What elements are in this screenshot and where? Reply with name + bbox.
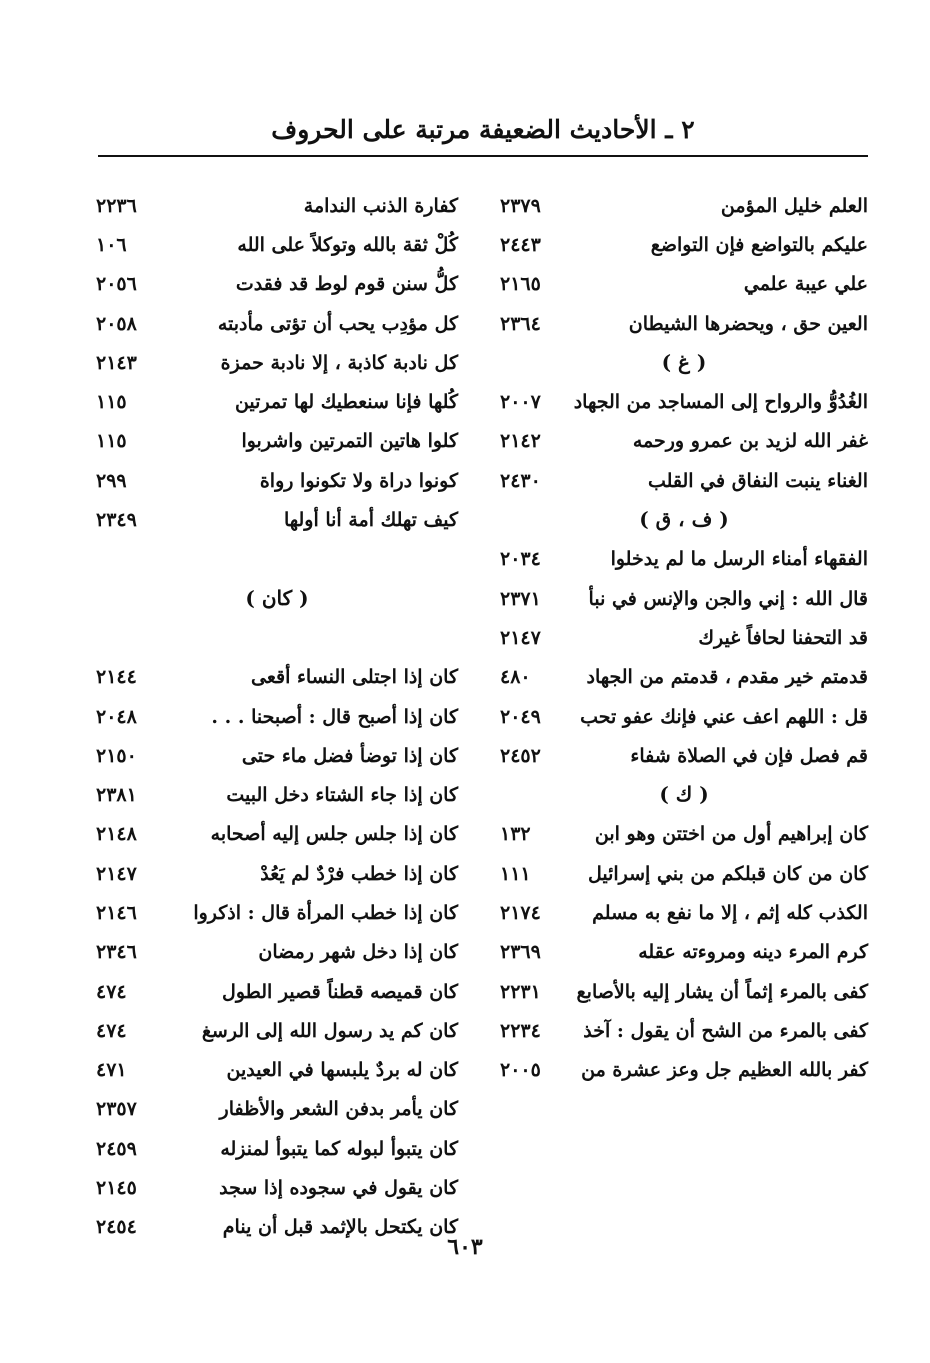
index-entry bbox=[96, 893, 458, 932]
entry-number: ٢٣٨١ bbox=[96, 784, 137, 807]
index-entry bbox=[96, 815, 458, 854]
entry-number: ٢٠٥٦ bbox=[96, 273, 137, 296]
entry-text: كل نادبة كاذبة ، إلا نادبة حمزة bbox=[220, 351, 458, 374]
entry-text: كان إذا دخل شهر رمضان bbox=[258, 941, 458, 964]
entry-text: كان يكتحل بالإثمد قبل أن ينام bbox=[222, 1216, 458, 1239]
entry-text: علي عيبة علمي bbox=[743, 273, 868, 296]
spacer bbox=[96, 618, 458, 657]
entry-text: كان كم يد رسول الله إلى الرسغ bbox=[201, 1019, 458, 1042]
entry-number: ٤٧١ bbox=[96, 1059, 127, 1082]
index-entry bbox=[500, 893, 868, 932]
index-entry bbox=[500, 697, 868, 736]
entry-text: غفر الله لزيد بن عمرو ورحمه bbox=[632, 430, 868, 453]
index-entry bbox=[96, 186, 458, 225]
index-entry bbox=[500, 422, 868, 461]
entry-number: ٢٠٤٩ bbox=[500, 705, 541, 728]
entry-text: كان يقول في سجوده إذا سجد bbox=[219, 1177, 458, 1200]
index-entry bbox=[500, 540, 868, 579]
entry-number: ٢٣٦٩ bbox=[500, 941, 541, 964]
index-entry bbox=[500, 382, 868, 421]
index-entry bbox=[96, 658, 458, 697]
entry-text: كيف تهلك أمة أنا أولها bbox=[283, 509, 458, 532]
entry-text: قدمتم خير مقدم ، قدمتم من الجهاد bbox=[586, 666, 868, 689]
index-entry bbox=[500, 1011, 868, 1050]
entry-text: كان إذا خطب المرأة قال : اذكروا bbox=[193, 901, 458, 924]
index-entry bbox=[96, 343, 458, 382]
index-entry bbox=[96, 854, 458, 893]
index-entry bbox=[96, 461, 458, 500]
entry-text: قال الله : إني والجن والإنس في نبأ bbox=[588, 587, 868, 610]
entry-text: كُلها فإنا سنعطيك لها تمرتين bbox=[234, 391, 458, 414]
entry-number: ٢٣٦٤ bbox=[500, 312, 541, 335]
entry-number: ٢١٤٧ bbox=[96, 862, 137, 885]
entry-number: ٢٢٣١ bbox=[500, 980, 541, 1003]
index-entry bbox=[96, 933, 458, 972]
entry-number: ١١١ bbox=[500, 862, 531, 885]
entry-text: كان قميصه قطناً قصير الطول bbox=[222, 980, 458, 1003]
entry-text: كان يأمر بدفن الشعر والأظفار bbox=[219, 1098, 458, 1121]
entry-text: كونوا دراة ولا تكونوا رواة bbox=[259, 469, 458, 492]
spacer bbox=[96, 540, 458, 579]
entry-text: كرم المرء دينه ومروءته عقله bbox=[638, 941, 868, 964]
entry-text: الغُدُوُّ والرواح إلى المساجد من الجهاد bbox=[573, 391, 868, 414]
entry-number: ٢٢٣٦ bbox=[96, 194, 137, 217]
entry-text: كان له بردٌ يلبسها في العيدين bbox=[226, 1059, 458, 1082]
entry-number: ٢٤٣٠ bbox=[500, 469, 541, 492]
index-entry bbox=[96, 225, 458, 264]
page-number: ٦٠٣ bbox=[447, 1234, 483, 1260]
entry-number: ٢١٤٥ bbox=[96, 1177, 137, 1200]
entry-number: ٢١٤٤ bbox=[96, 666, 137, 689]
entry-text: عليكم بالتواضع فإن التواضع bbox=[650, 233, 868, 256]
entry-number: ٢٠٠٧ bbox=[500, 391, 541, 414]
index-entry bbox=[96, 775, 458, 814]
entry-text: كان إذا خطب فرْدٌ لم يَعُدْ bbox=[260, 862, 458, 885]
entry-number: ٢١٦٥ bbox=[500, 273, 541, 296]
index-entry bbox=[500, 618, 868, 657]
entry-text: كان إبراهيم أول من اختتن وهو ابن bbox=[594, 823, 868, 846]
entry-number: ١٠٦ bbox=[96, 233, 127, 256]
index-entry bbox=[96, 1051, 458, 1090]
index-entry bbox=[96, 382, 458, 421]
entry-number: ٢٤٤٣ bbox=[500, 233, 541, 256]
index-entry bbox=[96, 1168, 458, 1207]
entry-number: ٢٢٣٤ bbox=[500, 1019, 541, 1042]
index-entry bbox=[500, 972, 868, 1011]
entry-text: كان إذا جاء الشتاء دخل البيت bbox=[226, 784, 458, 807]
entry-number: ٢١٤٢ bbox=[500, 430, 541, 453]
entry-number: ٢٣٤٩ bbox=[96, 509, 137, 532]
entry-text: كُلْ ثقة بالله وتوكلاً على الله bbox=[237, 233, 458, 256]
index-column-right bbox=[500, 186, 868, 1090]
entry-number: ٢١٤٦ bbox=[96, 901, 137, 924]
entry-text: العين حق ، ويحضرها الشيطان bbox=[628, 312, 868, 335]
index-entry bbox=[96, 422, 458, 461]
entry-text: الغناء ينبت النفاق في القلب bbox=[647, 469, 868, 492]
entry-number: ٤٧٤ bbox=[96, 980, 127, 1003]
entry-text: كفارة الذنب الندامة bbox=[303, 194, 458, 217]
index-entry bbox=[500, 225, 868, 264]
section-heading: ( كان ) bbox=[245, 585, 309, 610]
entry-number: ٢١٧٤ bbox=[500, 901, 541, 924]
index-entry bbox=[500, 1051, 868, 1090]
index-entry bbox=[500, 579, 868, 618]
entry-text: كان إذا اجتلى النساء أقعى bbox=[251, 666, 458, 689]
entry-number: ٢٣٧٩ bbox=[500, 194, 541, 217]
entry-number: ٢٤٥٤ bbox=[96, 1216, 137, 1239]
entry-text: كفى بالمرء إثماً أن يشار إليه بالأصابع bbox=[576, 980, 868, 1003]
index-entry bbox=[500, 933, 868, 972]
entry-number: ٢٣٧١ bbox=[500, 587, 541, 610]
entry-text: كلُّ سنن قوم لوط قد فقدت bbox=[235, 273, 458, 296]
entry-number: ٢٣٤٦ bbox=[96, 941, 137, 964]
entry-number: ٢٣٥٧ bbox=[96, 1098, 137, 1121]
index-entry bbox=[96, 304, 458, 343]
entry-number: ٢٤٥٢ bbox=[500, 744, 541, 767]
index-entry bbox=[96, 500, 458, 539]
entry-text: كان يتبوأ لبوله كما يتبوأ لمنزله bbox=[220, 1137, 458, 1160]
entry-number: ٢٠٠٥ bbox=[500, 1059, 541, 1082]
entry-number: ٢٠٣٤ bbox=[500, 548, 541, 571]
entry-number: ١١٥ bbox=[96, 391, 127, 414]
index-entry bbox=[96, 972, 458, 1011]
entry-text: كل مؤدِب يحب أن تؤتى مأدبته bbox=[217, 312, 458, 335]
index-entry bbox=[500, 461, 868, 500]
entry-text: كلوا هاتين التمرتين واشربوا bbox=[241, 430, 458, 453]
entry-text: كان من كان قبلكم من بني إسرائيل bbox=[587, 862, 868, 885]
index-column-left bbox=[96, 186, 458, 1247]
index-entry bbox=[500, 186, 868, 225]
section-heading: ( غ ) bbox=[661, 350, 707, 375]
entry-text: كان إذا توضأ فضل ماء حتى bbox=[241, 744, 458, 767]
index-entry bbox=[500, 658, 868, 697]
entry-number: ٢٩٩ bbox=[96, 469, 127, 492]
entry-number: ٢٤٥٩ bbox=[96, 1137, 137, 1160]
section-heading: ( ك ) bbox=[659, 782, 709, 807]
entry-text: العلم خليل المؤمن bbox=[720, 194, 868, 217]
index-entry bbox=[500, 854, 868, 893]
entry-text: كفى بالمرء من الشح أن يقول : آخذ bbox=[583, 1019, 868, 1042]
entry-number: ٢١٤٣ bbox=[96, 351, 137, 374]
entry-number: ١١٥ bbox=[96, 430, 127, 453]
entry-number: ٢١٤٧ bbox=[500, 626, 541, 649]
entry-text: كفر بالله العظيم جل وعز عشرة من bbox=[581, 1059, 868, 1082]
index-entry bbox=[500, 304, 868, 343]
index-entry bbox=[500, 265, 868, 304]
entry-text: كان إذا أصبح قال : أصبحنا . . . bbox=[211, 705, 458, 728]
header-rule bbox=[98, 155, 868, 157]
entry-text: الكذب كله إثم ، إلا ما نفع به مسلم bbox=[592, 901, 868, 924]
entry-number: ٢١٥٠ bbox=[96, 744, 137, 767]
index-entry bbox=[96, 1090, 458, 1129]
entry-number: ٢١٤٨ bbox=[96, 823, 137, 846]
entry-text: قل : اللهم اعف عني فإنك عفو تحب bbox=[580, 705, 868, 728]
entry-text: الفقهاء أمناء الرسل ما لم يدخلوا bbox=[610, 548, 868, 571]
index-entry bbox=[500, 736, 868, 775]
entry-text: قد التحفنا لحافاً غيرك bbox=[698, 626, 868, 649]
entry-number: ٢٠٤٨ bbox=[96, 705, 137, 728]
index-entry bbox=[500, 815, 868, 854]
running-header: ٢ ـ الأحاديث الضعيفة مرتبة على الحروف bbox=[271, 115, 695, 144]
index-entry bbox=[96, 265, 458, 304]
index-entry bbox=[96, 1011, 458, 1050]
index-entry bbox=[96, 697, 458, 736]
section-heading: ( ف ، ق ) bbox=[639, 507, 729, 532]
entry-number: ١٣٢ bbox=[500, 823, 531, 846]
entry-number: ٤٧٤ bbox=[96, 1019, 127, 1042]
entry-text: كان إذا جلس جلس إليه أصحابه bbox=[210, 823, 458, 846]
entry-text: قم فصل فإن في الصلاة شفاء bbox=[630, 744, 868, 767]
index-entry bbox=[96, 1129, 458, 1168]
entry-number: ٢٠٥٨ bbox=[96, 312, 137, 335]
entry-number: ٤٨٠ bbox=[500, 666, 531, 689]
index-entry bbox=[96, 736, 458, 775]
